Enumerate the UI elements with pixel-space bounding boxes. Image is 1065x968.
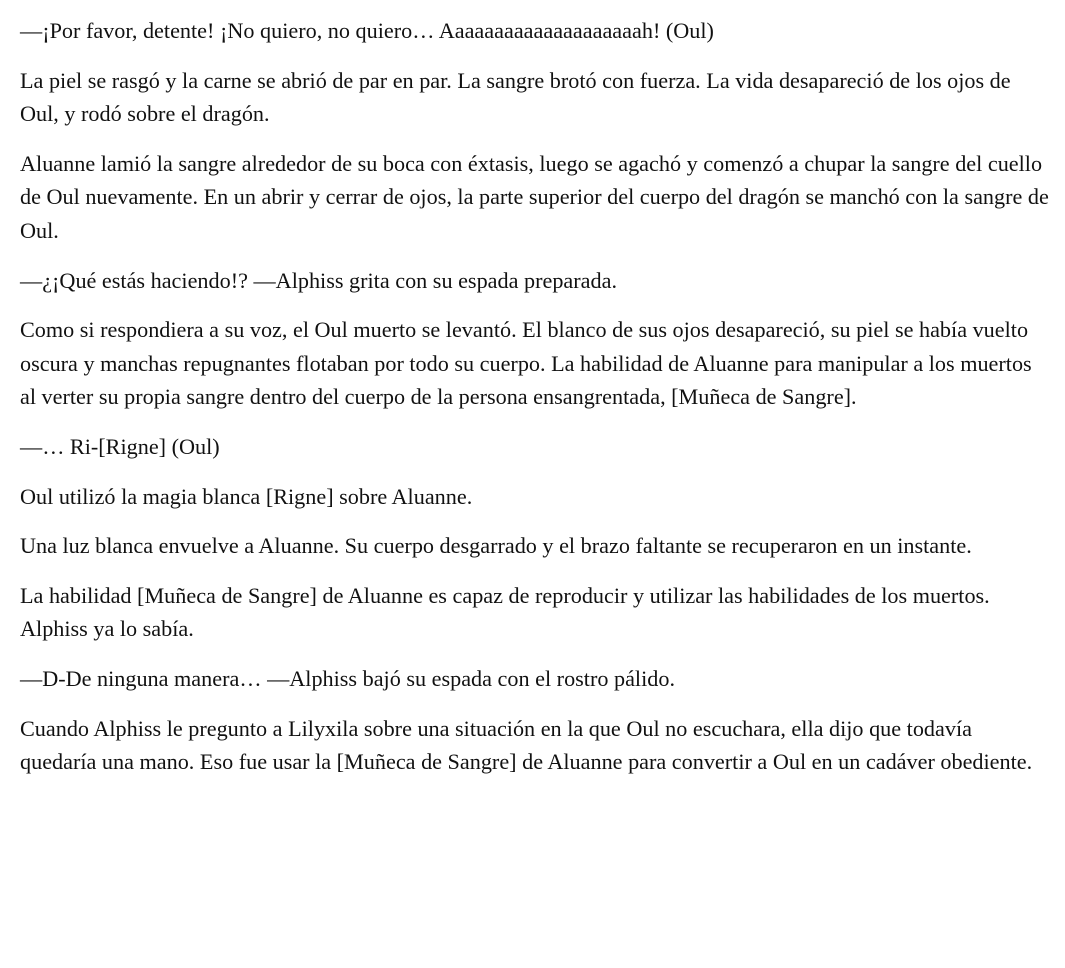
paragraph-aluanne-blood: Aluanne lamió la sangre alrededor de su boca con éxtasis, luego se agachó y comenzó a chupar la sangre del cuello de Oul nuevamente. En un abrir y cerrar de ojos, la parte superior del cuerpo del dragón se manchó con la sangre de Oul.	[20, 150, 1049, 243]
paragraph-dialogue-rigne: —… Ri-[Rigne] (Oul)	[20, 433, 220, 459]
paragraph-blood-doll: Como si respondiera a su voz, el Oul muerto se levantó. El blanco de sus ojos desapareció, su piel se había vuelto oscura y manchas repugnantes flotaban por todo su cuerpo. La habilidad de Aluanne para manipular a los muertos al verter su propia sangre dentro del cuerpo de la persona ensangrentada, [Muñeca de Sangre].	[20, 317, 1032, 410]
paragraph-lilyxila: Cuando Alphiss le pregunto a Lilyxila sobre una situación en la que Oul no escuchara, ella dijo que todavía quedaría una mano. Eso fue usar la [Muñeca de Sangre] de Aluanne para convertir a Oul en un cadáver obediente.	[20, 715, 1033, 775]
paragraph-white-magic: Oul utilizó la magia blanca [Rigne] sobre Aluanne.	[20, 483, 473, 509]
paragraph-dialogue-oul-plea: —¡Por favor, detente! ¡No quiero, no quiero… Aaaaaaaaaaaaaaaaaaaah! (Oul)	[20, 18, 714, 43]
paragraph-white-light: Una luz blanca envuelve a Aluanne. Su cuerpo desgarrado y el brazo faltante se recuperaron en un instante.	[20, 533, 972, 559]
document-page	[20, 14, 1050, 795]
paragraph-dialogue-alphiss: —¿¡Qué estás haciendo!? —Alphiss grita con su espada preparada.	[20, 267, 617, 293]
paragraph-oul-death: La piel se rasgó y la carne se abrió de par en par. La sangre brotó con fuerza. La vida desapareció de los ojos de Oul, y rodó sobre el dragón.	[20, 67, 1011, 127]
paragraph-dialogue-no-way: —D-De ninguna manera… —Alphiss bajó su espada con el rostro pálido.	[20, 665, 675, 691]
paragraph-skill-explanation: La habilidad [Muñeca de Sangre] de Aluanne es capaz de reproducir y utilizar las habilidades de los muertos. Alphiss ya lo sabía.	[20, 582, 990, 642]
